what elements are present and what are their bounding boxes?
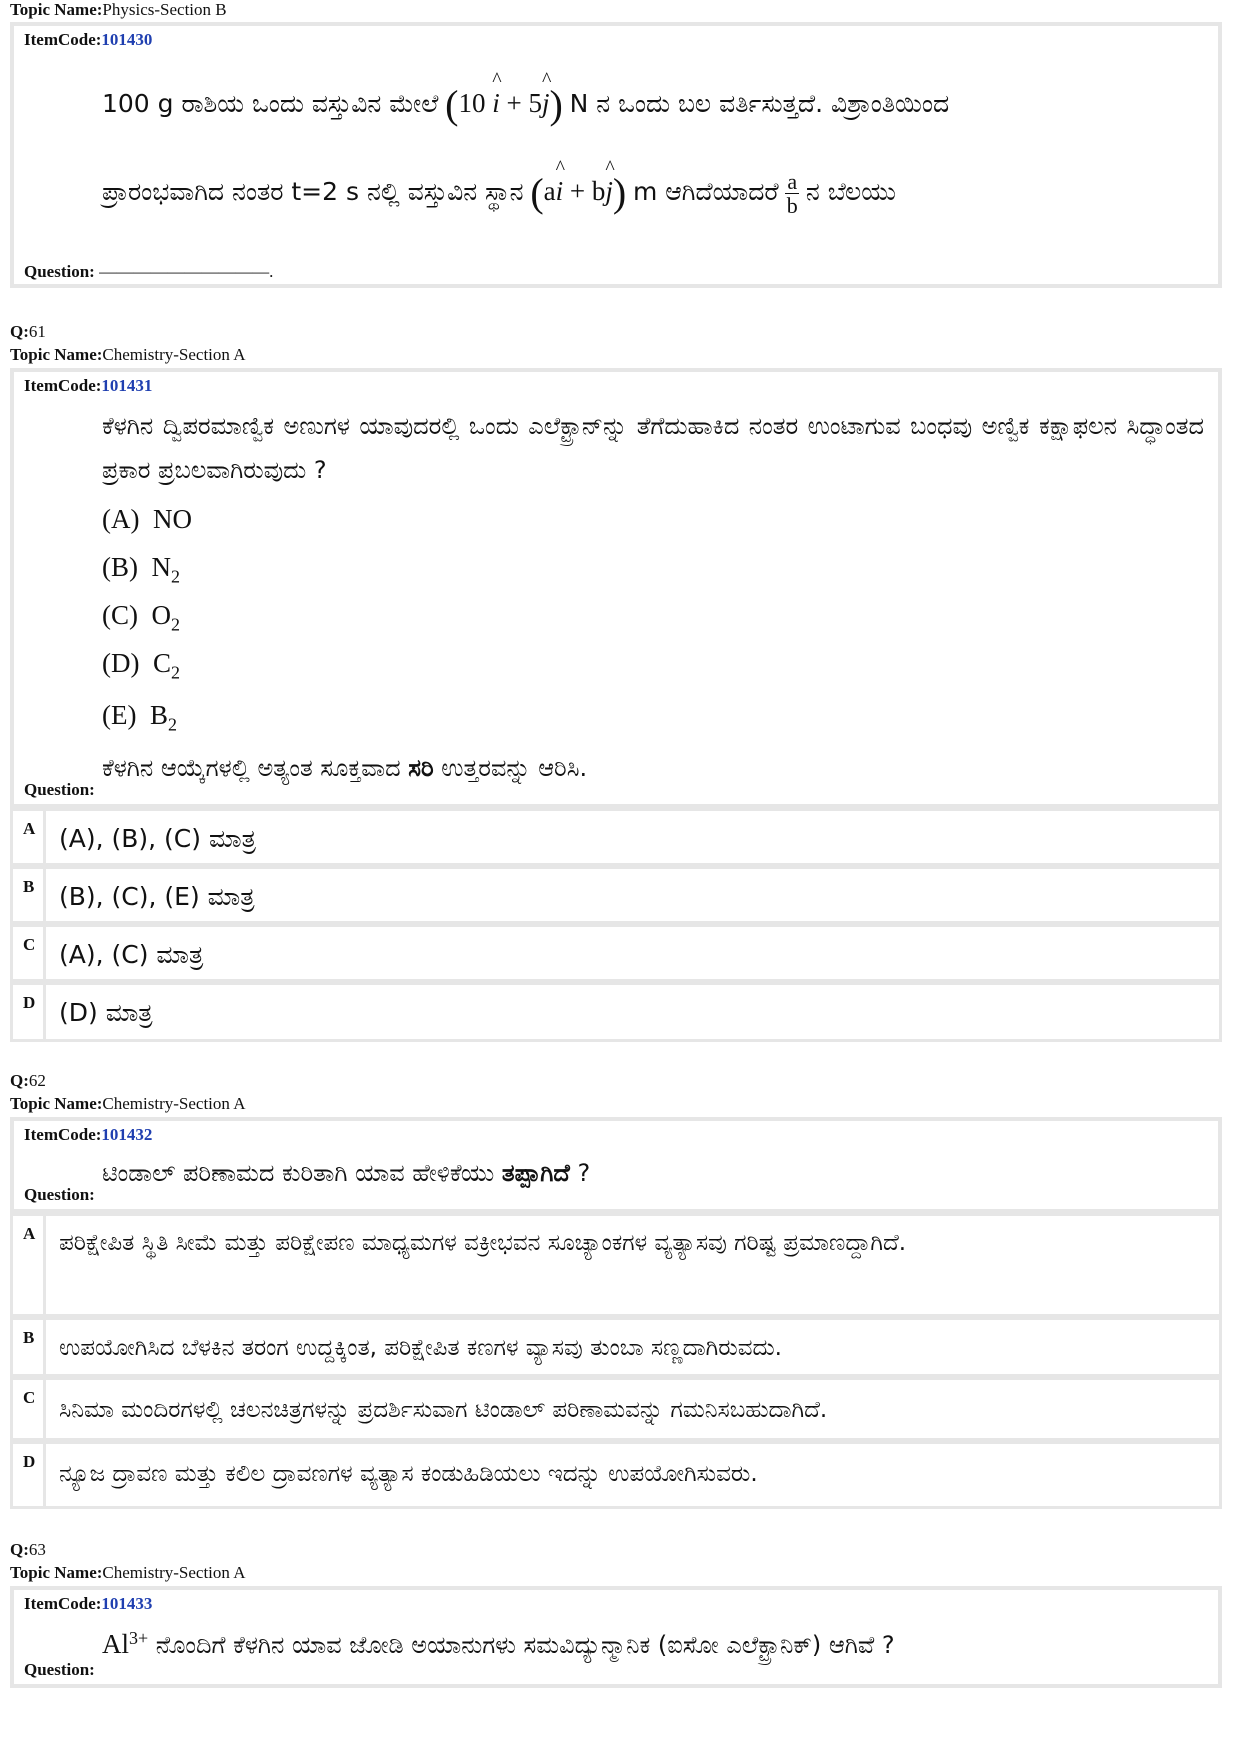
- q63-itemcode: ItemCode:101433: [24, 1594, 153, 1613]
- q61-block: [10, 368, 1222, 808]
- q61-stem: ಕೆಳಗಿನ ದ್ವಿಪರಮಾಣ್ವಿಕ ಅಣುಗಳ ಯಾವುದರಲ್ಲಿ ಒಂದು ಎಲೆಕ್ಟ್ರಾನ್‌ನ್ನು ತೆಗೆದುಹಾಕಿದ ನಂತರ ಉಂಟಾಗುವ ಬಂಧವು ಅಣ್ವಿಕ ಕಕ್ಷಾಫಲನ ಸಿದ್ಧಾಂತದ ಪ್ರಕಾರ ಪ್ರಬಲವಾಗಿರುವುದು ?: [102, 412, 1204, 485]
- q62-option-a[interactable]: A ಪರಿಕ್ಷೇಪಿತ ಸ್ಥಿತಿ ಸೀಮೆ ಮತ್ತು ಪರಿಕ್ಷೇಪಣ ಮಾಧ್ಯಮಗಳ ವಕ್ರೀಭವನ ಸೂಚ್ಯಾಂಕಗಳ ವ್ಯತ್ಯಾಸವು ಗರಿಷ್ಟ ಪ್ರಮಾಣದ್ದಾಗಿದೆ.: [10, 1213, 1222, 1317]
- q60-stem-line1: 100 g ರಾಶಿಯ ಒಂದು ವಸ್ತುವಿನ ಮೇಲೆ (10 ^ i + 5^ j) N ನ ಒಂದು ಬಲ ವರ್ತಿಸುತ್ತದೆ. ವಿಶ್ರಾಂತಿಯಿಂದ: [102, 74, 1208, 136]
- q62-stem: ಟಿಂಡಾಲ್ ಪರಿಣಾಮದ ಕುರಿತಾಗಿ ಯಾವ ಹೇಳಿಕೆಯು ತಪ್ಪಾಗಿದೆ ?: [102, 1159, 591, 1187]
- q63-number: Q:63: [10, 1540, 46, 1559]
- q60-itemcode: ItemCode:101430: [24, 30, 153, 49]
- q61-option-a[interactable]: A (A), (B), (C) ಮಾತ್ರ: [10, 808, 1222, 866]
- q60-question-label: Question: ——————————.: [24, 262, 274, 281]
- q61-item-d: (D) $C_2$: [102, 648, 180, 683]
- q62-option-c[interactable]: C ಸಿನಿಮಾ ಮಂದಿರಗಳಲ್ಲಿ ಚಲನಚಿತ್ರಗಳನ್ನು ಪ್ರದರ್ಶಿಸುವಾಗ ಟಿಂಡಾಲ್ ಪರಿಣಾಮವನ್ನು ಗಮನಿಸಬಹುದಾಗಿದೆ.: [10, 1377, 1222, 1441]
- q61-item-c: (C) $O_2$: [102, 600, 180, 635]
- q63-stem: $Al^{3+}$ ನೊಂದಿಗೆ ಕೆಳಗಿನ ಯಾವ ಜೋಡಿ ಅಯಾನುಗಳು ಸಮವಿದ್ಯುನ್ಮಾನಿಕ (ಐಸೋ ಎಲೆಕ್ಟ್ರಾನಿಕ್) ಆಗಿವೆ ?: [102, 1628, 895, 1659]
- q62-itemcode: ItemCode:101432: [24, 1125, 153, 1144]
- q63-block: [10, 1586, 1222, 1688]
- q62-number: Q:62: [10, 1071, 46, 1090]
- q61-option-c[interactable]: C (A), (C) ಮಾತ್ರ: [10, 924, 1222, 982]
- q61-number: Q:61: [10, 322, 46, 341]
- q62-option-b[interactable]: B ಉಪಯೋಗಿಸಿದ ಬೆಳಕಿನ ತರಂಗ ಉದ್ದಕ್ಕಿಂತ, ಪರಿಕ್ಷೇಪಿತ ಕಣಗಳ ವ್ಯಾಸವು ತುಂಬಾ ಸಣ್ಣದಾಗಿರುವದು.: [10, 1317, 1222, 1377]
- q61-question-label: Question:: [24, 780, 95, 799]
- q61-topic: Topic Name:Chemistry-Section A: [10, 345, 246, 364]
- q61-item-a: (A) NO: [102, 504, 192, 534]
- q62-question-label: Question:: [24, 1185, 95, 1204]
- q60-force-vector: 10 ^ i + 5^ j: [459, 88, 550, 118]
- q61-option-b[interactable]: B (B), (C), (E) ಮಾತ್ರ: [10, 866, 1222, 924]
- q61-itemcode: ItemCode:101431: [24, 376, 153, 395]
- q60-fraction: $\frac{a}{b}$: [786, 169, 798, 219]
- q60-topic: Topic Name:Physics-Section B: [10, 0, 227, 19]
- q61-item-b: (B) $N_2$: [102, 552, 180, 587]
- q60-block: [10, 22, 1222, 288]
- q60-position-vector: a^ i + b^ j: [544, 176, 613, 206]
- q63-topic: Topic Name:Chemistry-Section A: [10, 1563, 246, 1582]
- q62-topic: Topic Name:Chemistry-Section A: [10, 1094, 246, 1113]
- q60-stem-line2: ಪ್ರಾರಂಭವಾಗಿದ ನಂತರ t=2 s ನಲ್ಲಿ ವಸ್ತುವಿನ ಸ್ಥಾನ (a^ i + b^ j) m ಆಗಿದೆಯಾದರೆ $\frac{a}{b}$ ನ ಬೆಲಯು: [102, 162, 1208, 224]
- q63-question-label: Question:: [24, 1660, 95, 1679]
- q61-option-d[interactable]: D (D) ಮಾತ್ರ: [10, 982, 1222, 1042]
- q61-item-e: (E) $B_2$: [102, 700, 177, 735]
- q61-instruction: ಕೆಳಗಿನ ಆಯ್ಕೆಗಳಲ್ಲಿ ಅತ್ಯಂತ ಸೂಕ್ತವಾದ ಸರಿ ಉತ್ತರವನ್ನು ಆರಿಸಿ.: [102, 754, 588, 782]
- q62-block: [10, 1117, 1222, 1213]
- q62-option-d[interactable]: D ನ್ಯೂ‍ಜ ದ್ರಾವಣ ಮತ್ತು ಕಲಿಲ ದ್ರಾವಣಗಳ ವ್ಯತ್ಯಾಸ ಕಂಡುಹಿಡಿಯಲು ಇದನ್ನು ಉಪಯೋಗಿಸುವರು.: [10, 1441, 1222, 1509]
